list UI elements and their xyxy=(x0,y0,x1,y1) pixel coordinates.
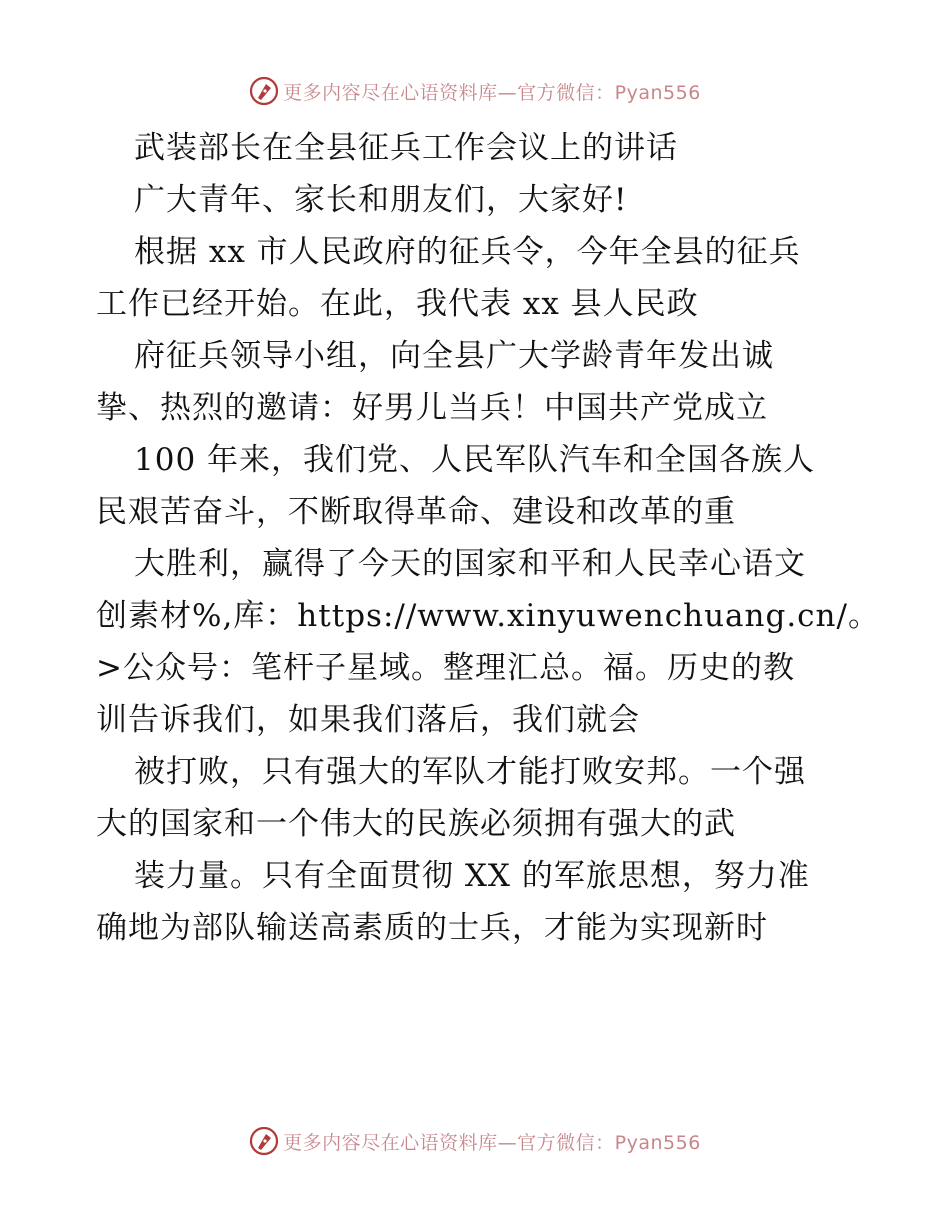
footer-watermark xyxy=(0,1124,950,1158)
footer-watermark-text: 更多内容尽在心语资料库—官方微信：Pyan556 xyxy=(283,1131,701,1154)
pen-nib-icon xyxy=(249,76,279,106)
header-watermark xyxy=(0,74,950,108)
text-line: 大胜利，赢得了今天的国家和平和人民幸心语文 xyxy=(134,546,806,582)
text-line: 工作已经开始。在此，我代表 xx 县人民政 xyxy=(96,286,699,322)
text-line: 府征兵领导小组，向全县广大学龄青年发出诚 xyxy=(134,338,774,374)
text-line: 挚、热烈的邀请：好男儿当兵！中国共产党成立 xyxy=(96,390,768,426)
header-watermark-text: 更多内容尽在心语资料库—官方微信：Pyan556 xyxy=(283,81,701,104)
text-line: 创素材%,库：https://www.xinyuwenchuang.cn/。 xyxy=(96,598,880,634)
text-line: 确地为部队输送高素质的士兵，才能为实现新时 xyxy=(96,910,768,946)
text-line: 装力量。只有全面贯彻 XX 的军旅思想，努力准 xyxy=(134,858,810,894)
text-line: 大的国家和一个伟大的民族必须拥有强大的武 xyxy=(96,806,736,842)
text-line: 民艰苦奋斗，不断取得革命、建设和改革的重 xyxy=(96,494,736,530)
text-line: 被打败，只有强大的军队才能打败安邦。一个强 xyxy=(134,754,806,790)
greeting-line: 广大青年、家长和朋友们，大家好! xyxy=(134,182,628,218)
document-title: 武装部长在全县征兵工作会议上的讲话 xyxy=(134,130,678,166)
text-line: 训告诉我们，如果我们落后，我们就会 xyxy=(96,702,640,738)
text-line: >公众号：笔杆子星域。整理汇总。福。历史的教 xyxy=(96,650,795,686)
document-body xyxy=(96,122,880,954)
text-line: 100 年来，我们党、人民军队汽车和全国各族人 xyxy=(134,442,816,478)
text-line: 根据 xx 市人民政府的征兵令，今年全县的征兵 xyxy=(134,234,801,270)
pen-nib-icon xyxy=(249,1126,279,1156)
